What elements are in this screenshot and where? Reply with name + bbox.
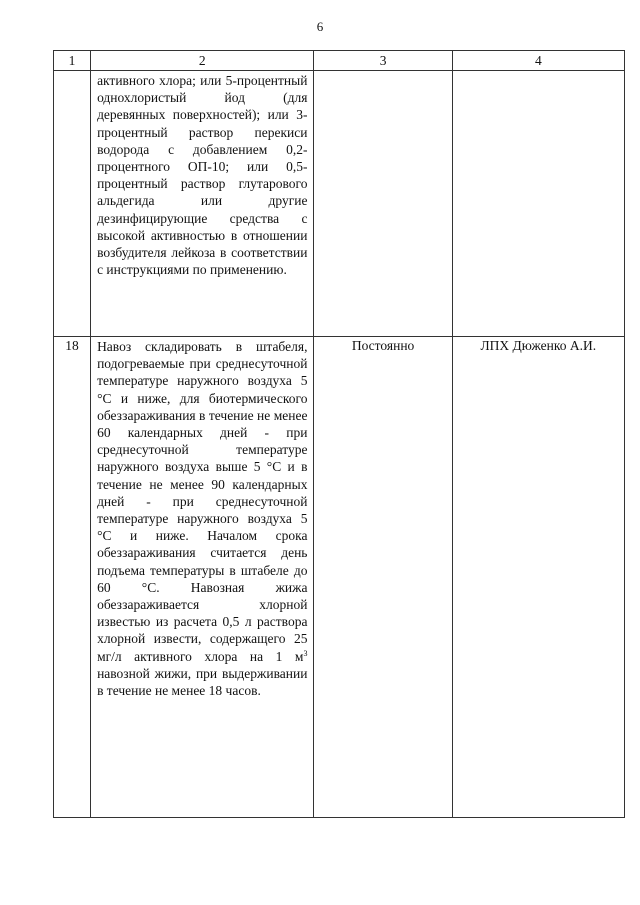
header-col-4: 4 <box>452 51 624 71</box>
page-number: 6 <box>316 19 324 34</box>
cubic-superscript: 3 <box>303 648 308 658</box>
responsible-cell: ЛПХ Дюженко А.И. <box>452 337 624 818</box>
measure-text-main: Навоз складировать в штабеля, подогреваемые при среднесуточной температуре наружного воздуха 5 °С и ниже, для биотермического обеззараживания в течение не менее 60 календарных дней - при среднесуточной температуре наружного воздуха выше 5 °С и в течение не менее 90 календарных дней - при среднесуточной температуре наружного воздуха 5 °С и ниже. Началом срока обеззараживания считается день подъема температуры в штабеле до 60 °С. Навозная жижа обеззараживается хлорной известью из расчета 0,5 л раствора хлорной извести, содержащего 25 мг/л активного хлора на 1 м <box>97 339 308 664</box>
period-cell <box>314 71 452 337</box>
measure-text: активного хлора; или 5-процентный однохлористый йод (для деревянных поверхностей); или 3-процентный раствор перекиси водорода с добавлением 0,2-процентного ОП-10; или 0,5-процентный раствор глутарового альдегида или другие дезинфицирующие средства с высокой активностью в отношении возбудителя лейкоза в соответствии с инструкциями по применению. <box>97 73 308 278</box>
table-row <box>54 337 625 818</box>
measure-text-tail: навозной жижи, при выдерживании в течение не менее 18 часов. <box>97 665 308 699</box>
measure-cell <box>91 337 314 818</box>
row-number <box>54 71 91 337</box>
header-col-3: 3 <box>314 51 452 71</box>
measure-cell <box>91 71 314 337</box>
table-row <box>54 71 625 337</box>
header-col-2: 2 <box>91 51 314 71</box>
row-number: 18 <box>54 337 91 818</box>
table-header-row <box>54 51 625 71</box>
measure-text <box>91 337 313 699</box>
period-cell: Постоянно <box>314 337 452 818</box>
responsible-cell <box>452 71 624 337</box>
measures-table <box>53 50 625 818</box>
header-col-1: 1 <box>54 51 91 71</box>
